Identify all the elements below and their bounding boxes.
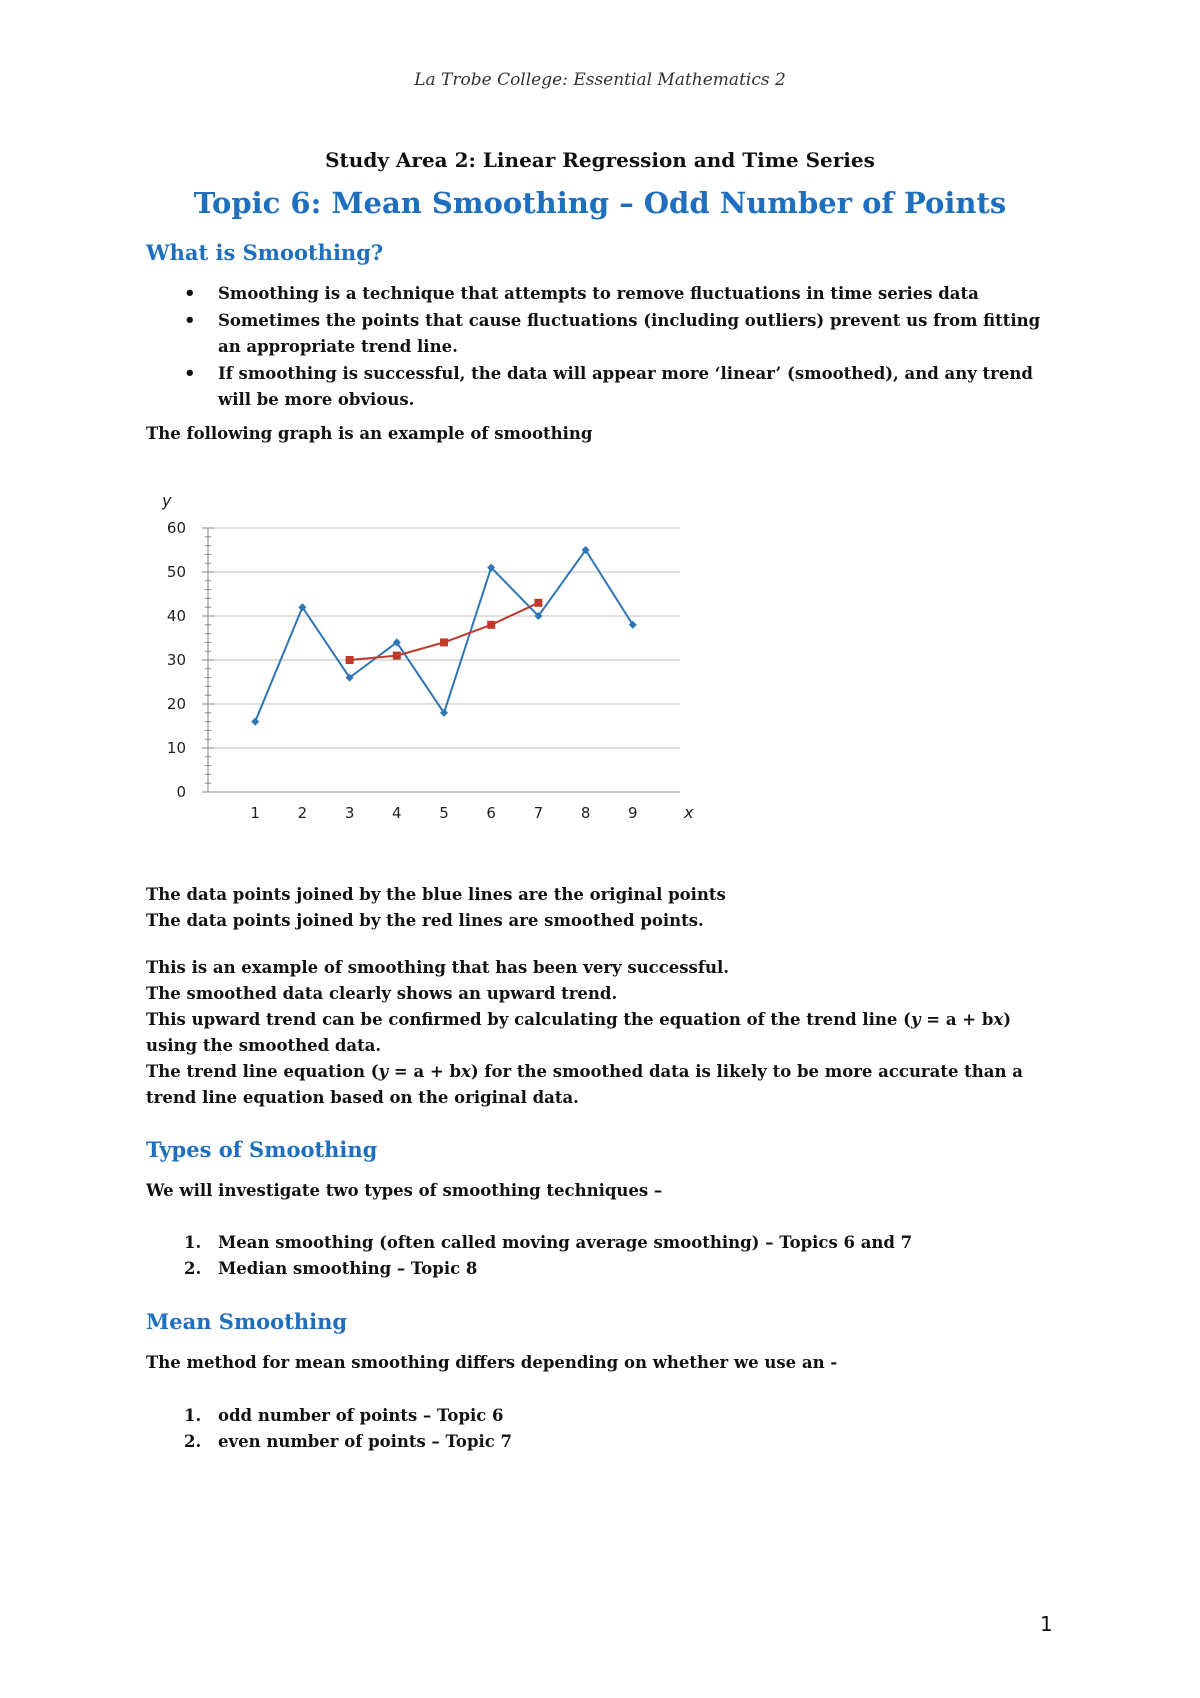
smoothed-data-point — [440, 638, 448, 646]
item-text: odd number of points – Topic 6 — [218, 1406, 504, 1425]
item-text: even number of points – Topic 7 — [218, 1432, 513, 1451]
bullet-item: • If smoothing is successful, the data will appear more ‘linear’ (smoothed), and any trend will be more obvious. — [146, 361, 1066, 413]
item-number: 1. — [184, 1233, 202, 1252]
paragraph-line: trend line equation based on the original data. — [146, 1088, 579, 1107]
explanation-line: The data points joined by the red lines are smoothed points. — [146, 911, 704, 930]
numbered-item — [146, 1429, 1066, 1455]
x-tick-label: 5 — [439, 804, 449, 822]
smoothed-data-point — [346, 656, 354, 664]
types-of-smoothing-heading: Types of Smoothing — [146, 1137, 378, 1162]
x-tick-label: 9 — [628, 804, 638, 822]
mean-intro: The method for mean smoothing differs depending on whether we use an - — [146, 1353, 838, 1372]
mean-method-list — [146, 1403, 1066, 1455]
numbered-item — [146, 1403, 1066, 1429]
paragraph-line: The smoothed data clearly shows an upward trend. — [146, 984, 618, 1003]
x-tick-label: 8 — [580, 804, 591, 822]
paragraph-line: This is an example of smoothing that has been very successful. — [146, 958, 729, 977]
y-tick-label: 50 — [166, 563, 186, 581]
text-run: = a + b — [388, 1062, 461, 1081]
smoothing-chart-svg — [150, 488, 710, 838]
y-tick-label: 40 — [166, 607, 186, 625]
graph-intro: The following graph is an example of smoothing — [146, 424, 593, 443]
x-tick-label: 2 — [297, 804, 308, 822]
var-x: x — [993, 1010, 1004, 1029]
x-axis-label: x — [684, 803, 694, 822]
mean-smoothing-heading: Mean Smoothing — [146, 1309, 348, 1334]
explanation-line: The data points joined by the blue lines are the original points — [146, 885, 726, 904]
page-number: 1 — [1040, 1612, 1053, 1636]
types-list — [146, 1230, 1066, 1282]
var-x: x — [461, 1062, 471, 1081]
x-tick-label: 7 — [533, 804, 544, 822]
bullet-item: • Smoothing is a technique that attempts to remove fluctuations in time series data — [146, 281, 1066, 307]
smoothed-data-point — [393, 652, 401, 660]
y-tick-label: 30 — [166, 651, 186, 669]
original-data-point — [251, 718, 259, 726]
paragraph-line — [146, 1007, 1066, 1033]
y-tick-label: 0 — [176, 783, 186, 801]
text-run: The trend line equation ( — [146, 1062, 379, 1081]
item-text: Mean smoothing (often called moving average smoothing) – Topics 6 and 7 — [218, 1233, 913, 1252]
topic-title: Topic 6: Mean Smoothing – Odd Number of Points — [193, 186, 1007, 220]
running-header: La Trobe College: Essential Mathematics 2 — [414, 70, 786, 90]
study-area-heading: Study Area 2: Linear Regression and Time Series — [325, 148, 875, 172]
what-is-smoothing-heading: What is Smoothing? — [146, 240, 384, 265]
text-run: = a + b — [920, 1010, 994, 1029]
paragraph-line: using the smoothed data. — [146, 1036, 382, 1055]
bullet-item: • Sometimes the points that cause fluctuations (including outliers) prevent us from fitting an appropriate trend line. — [146, 308, 1066, 360]
item-number: 2. — [184, 1432, 202, 1451]
item-number: 1. — [184, 1406, 202, 1425]
paragraph-line — [146, 1059, 1066, 1085]
x-tick-label: 4 — [392, 804, 402, 822]
smoothed-series-line — [350, 603, 539, 660]
var-y: y — [910, 1010, 921, 1029]
smoothing-success-paragraph — [146, 955, 1066, 1111]
text-run: ) for the smoothed data is likely to be more accurate than a — [470, 1062, 1023, 1081]
x-tick-label: 6 — [486, 804, 496, 822]
chart-explanation — [146, 882, 1066, 934]
item-number: 2. — [184, 1259, 202, 1278]
numbered-item — [146, 1256, 1066, 1282]
text-run: This upward trend can be confirmed by calculating the equation of the trend line ( — [146, 1010, 911, 1029]
text-run: ) — [1003, 1010, 1012, 1029]
item-text: Median smoothing – Topic 8 — [218, 1259, 478, 1278]
smoothing-chart — [150, 488, 710, 838]
y-tick-label: 10 — [166, 739, 186, 757]
numbered-item — [146, 1230, 1066, 1256]
original-series-line — [255, 550, 633, 722]
x-tick-label: 3 — [344, 804, 355, 822]
smoothing-bullet-list — [146, 281, 1066, 414]
y-tick-label: 20 — [166, 695, 186, 713]
smoothed-data-point — [534, 599, 542, 607]
y-tick-label: 60 — [166, 519, 186, 537]
types-intro: We will investigate two types of smoothing techniques – — [146, 1181, 663, 1200]
y-axis-label: y — [162, 491, 172, 510]
var-y: y — [378, 1062, 389, 1081]
x-tick-label: 1 — [250, 804, 260, 822]
smoothed-data-point — [487, 621, 495, 629]
